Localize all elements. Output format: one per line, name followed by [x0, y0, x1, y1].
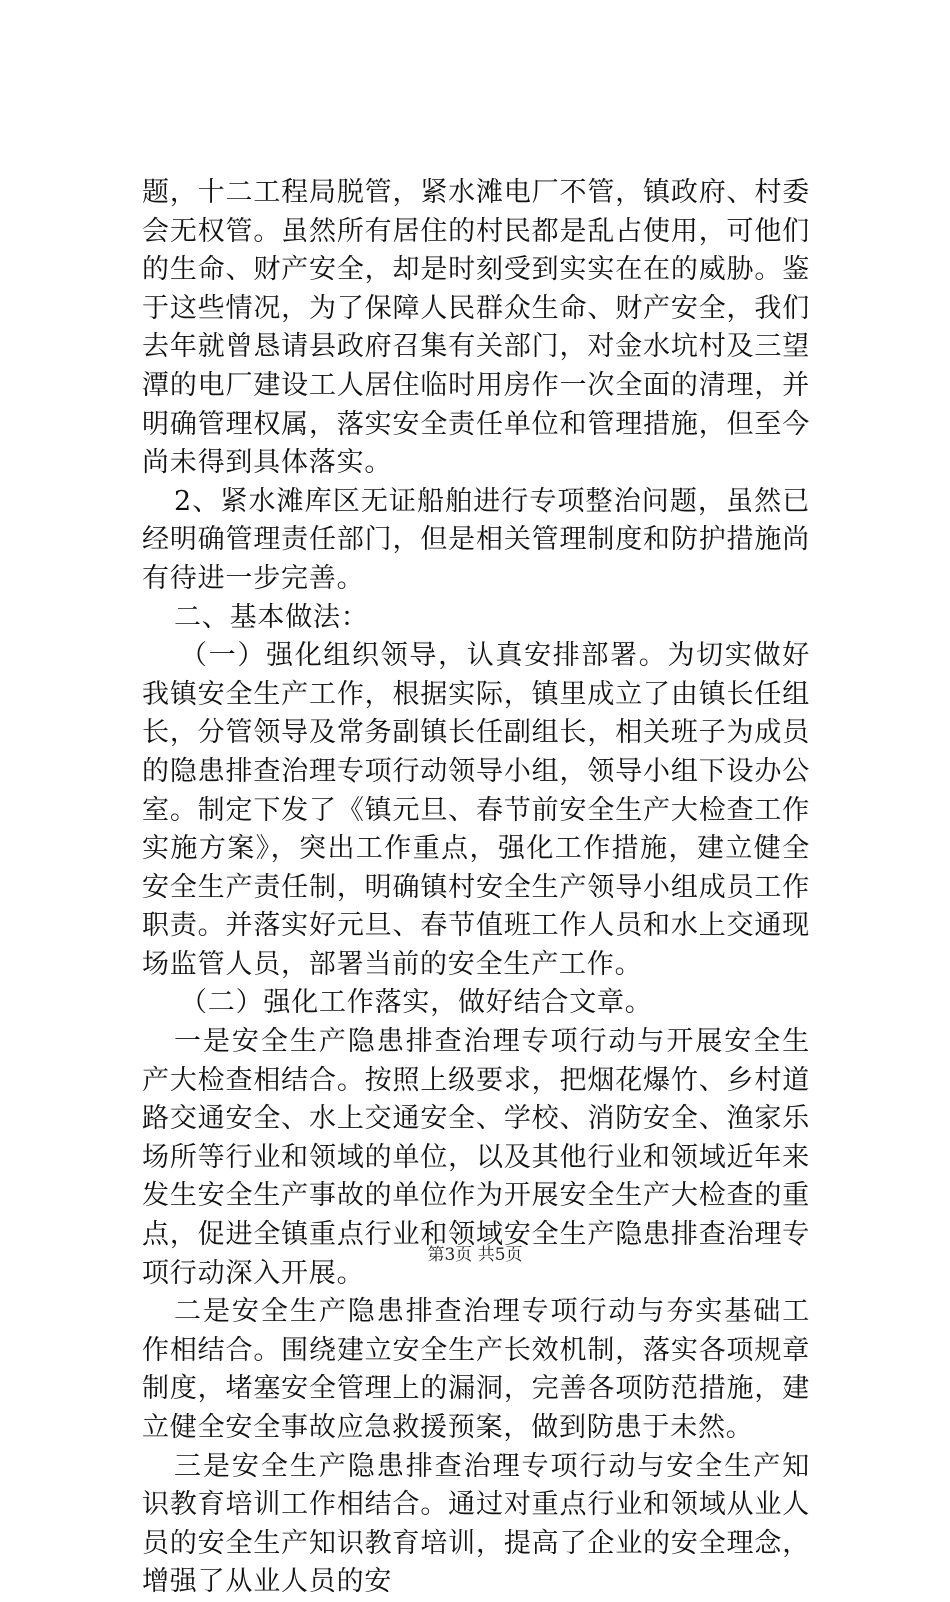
subsection-heading-2: （二）强化工作落实，做好结合文章。: [180, 987, 653, 1019]
paragraph-point-2: 二是安全生产隐患排查治理专项行动与夯实基础工作相结合。围绕建立安全生产长效机制，落实各项规章制度，堵塞安全管理上的漏洞，完善各项防范措施，建立健全安全事故应急救援预案，做到防患于未然。: [142, 1296, 810, 1443]
paragraph-point-3: 三是安全生产隐患排查治理专项行动与安全生产知识教育培训工作相结合。通过对重点行业和领域从业人员的安全生产知识教育培训，提高了企业的安全理念，增强了从业人员的安: [142, 1450, 810, 1598]
page-number-footer: 第3页 共5页: [427, 1245, 523, 1265]
paragraph-item-2: 2、紧水滩库区无证船舶进行专项整治问题，虽然已经明确管理责任部门，但是相关管理制度和防护措施尚有待进一步完善。: [142, 485, 810, 594]
document-body: [142, 174, 810, 1602]
paragraph-point-1: 一是安全生产隐患排查治理专项行动与开展安全生产大检查相结合。按照上级要求，把烟花爆竹、乡村道路交通安全、水上交通安全、学校、消防安全、渔家乐场所等行业和领域的单位，以及其他行业和领域近年来发生安全生产事故的单位作为开展安全生产大检查的重点，促进全镇重点行业和领域安全生产隐患排查治理专项行动深入开展。: [142, 1026, 810, 1289]
section-heading-basic-practices: 二、基本做法：: [174, 601, 369, 633]
paragraph-continuation: 题，十二工程局脱管，紧水滩电厂不管，镇政府、村委会无权管。虽然所有居住的村民都是乱占使用，可他们的生命、财产安全，却是时刻受到实实在在的威胁。鉴于这些情况，为了保障人民群众生命、财产安全，我们去年就曾恳请县政府召集有关部门，对金水坑村及三望潭的电厂建设工人居住临时用房作一次全面的清理，并明确管理权属，落实安全责任单位和管理措施，但至今尚未得到具体落实。: [142, 177, 810, 479]
paragraph-subsection-1: （一）强化组织领导，认真安排部署。为切实做好我镇安全生产工作，根据实际，镇里成立了由镇长任组长，分管领导及常务副镇长任副组长，相关班子为成员的隐患排查治理专项行动领导小组，领导小组下设办公室。制定下发了《镇元旦、春节前安全生产大检查工作实施方案》，突出工作重点，强化工作措施，建立健全安全生产责任制，明确镇村安全生产领导小组成员工作职责。并落实好元旦、春节值班工作人员和水上交通现场监管人员，部署当前的安全生产工作。: [142, 640, 810, 980]
